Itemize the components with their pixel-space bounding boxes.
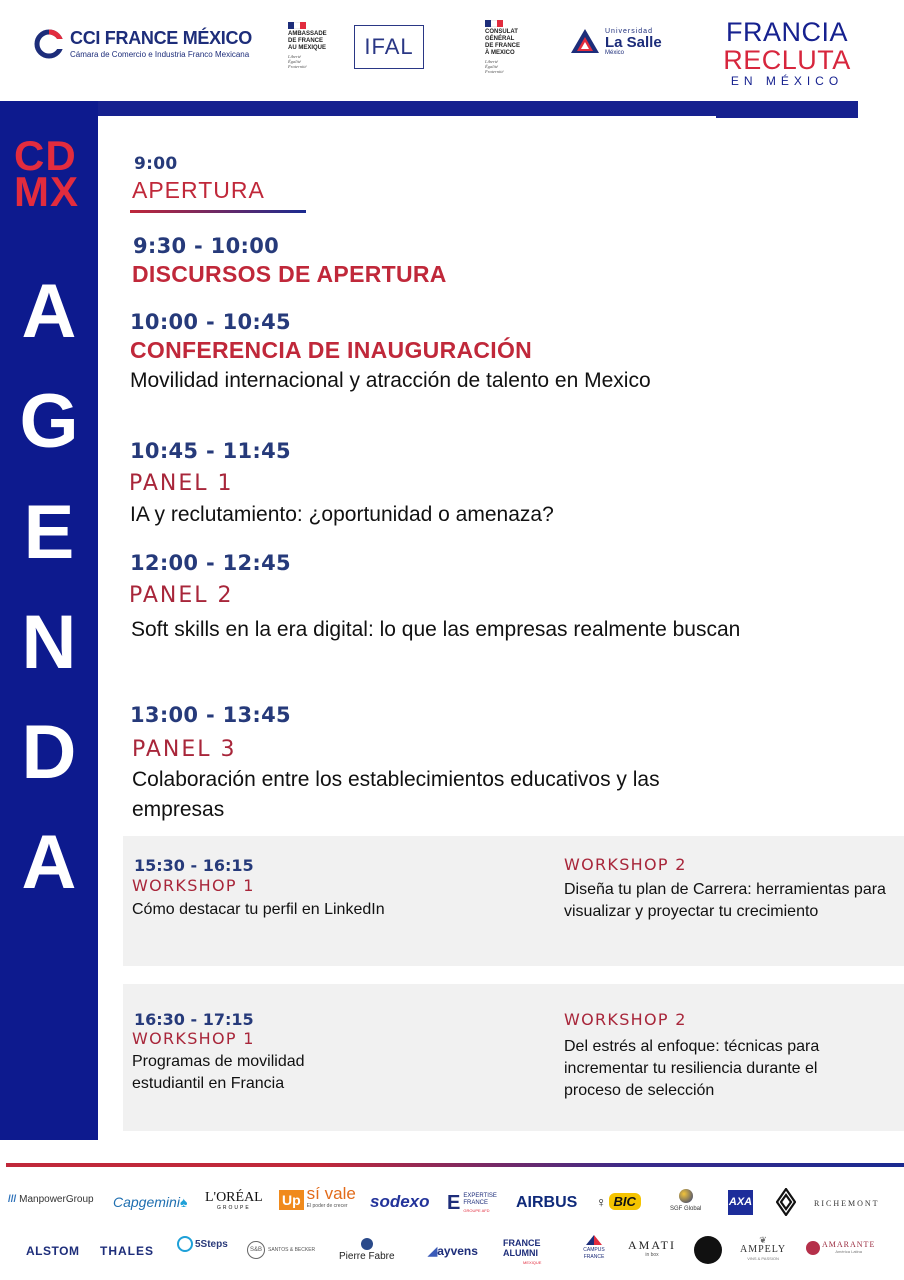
sponsor-amarante-name: AMARANTE xyxy=(822,1240,876,1249)
workshop-block2-left-description: Programas de movilidad estudiantil en Francia xyxy=(132,1053,305,1092)
footer-divider xyxy=(6,1163,904,1167)
sponsor-amati-name: AMATI xyxy=(628,1238,676,1252)
francia-recluta-line1: FRANCIA xyxy=(725,17,848,47)
panel2-title: PANEL 2 xyxy=(129,583,234,608)
sponsor-expertise-france-name: EXPERTISE FRANCE xyxy=(463,1193,497,1206)
sponsor-5steps-name: 5Steps xyxy=(195,1238,228,1250)
sponsor-ayvens xyxy=(428,1244,478,1258)
city-label xyxy=(14,132,79,215)
agenda-letter-a1: A xyxy=(21,269,77,354)
panel3-time: 13:00 - 13:45 xyxy=(130,703,291,727)
sponsor-campus-france-name: CAMPUS FRANCE xyxy=(583,1247,605,1260)
sponsor-santos-becker-name: SANTOS & BECKER xyxy=(268,1247,316,1253)
sponsor-amarante xyxy=(806,1241,875,1255)
sponsor-pierre-fabre xyxy=(339,1238,395,1262)
la-salle-name: La Salle xyxy=(605,34,662,51)
workshop-block2-right-label: WORKSHOP 2 xyxy=(564,1010,687,1029)
conferencia-title: CONFERENCIA DE INAUGURACIÓN xyxy=(130,337,533,363)
sponsor-sgf-global xyxy=(670,1189,701,1214)
workshop-block2-left-label: WORKSHOP 1 xyxy=(132,1029,255,1048)
sponsor-loreal-group: GROUPE xyxy=(217,1205,251,1211)
conferencia-time: 10:00 - 10:45 xyxy=(130,310,291,334)
expertise-france-icon: E xyxy=(447,1192,461,1214)
workshop-block1-time: 15:30 - 16:15 xyxy=(134,856,254,875)
consulat-logo xyxy=(485,20,545,74)
amarante-flower-icon xyxy=(806,1241,820,1255)
french-flag-icon xyxy=(485,20,503,27)
la-salle-star-icon xyxy=(569,27,601,57)
sponsor-france-alumni-country: MEXIQUE xyxy=(523,1260,542,1265)
sponsor-up-badge: Up xyxy=(279,1190,304,1210)
francia-recluta-line3: EN MÉXICO xyxy=(730,74,844,88)
apertura-underline xyxy=(130,210,306,213)
sponsor-axa: AXA xyxy=(728,1190,753,1215)
sgf-globe-icon xyxy=(679,1189,693,1203)
agenda-letter-a2: A xyxy=(21,820,77,905)
panel2-description: Soft skills en la era digital: lo que las empresas realmente buscan xyxy=(131,618,741,641)
bic-boy-icon: ♀ xyxy=(596,1193,607,1210)
agenda-letter-g: G xyxy=(19,379,79,464)
sponsor-ayvens-name: ayvens xyxy=(437,1244,478,1258)
discursos-title: DISCURSOS DE APERTURA xyxy=(132,261,447,287)
sponsor-ampely-name: AMPELY xyxy=(740,1244,787,1255)
sponsor-renault xyxy=(776,1188,796,1221)
sponsor-expertise-france xyxy=(447,1192,515,1215)
panel1-title: PANEL 1 xyxy=(129,471,234,496)
la-salle-mexico: México xyxy=(605,50,625,56)
panel1-time: 10:45 - 11:45 xyxy=(130,439,291,463)
consulat-motto: Liberté Égalité Fraternité xyxy=(485,59,504,74)
conferencia-description: Movilidad internacional y atracción de talento en Mexico xyxy=(130,369,651,392)
la-salle-university: Universidad xyxy=(605,28,653,35)
french-flag-icon xyxy=(288,22,306,29)
panel3-description: Colaboración entre los establecimientos educativos y las empresas xyxy=(132,768,660,821)
agenda-letter-d: D xyxy=(21,710,77,795)
sponsor-thales: THALES xyxy=(100,1244,154,1258)
5steps-circle-icon xyxy=(177,1236,193,1252)
sponsor-france-alumni-name: FRANCE ALUMNI xyxy=(503,1238,541,1258)
sponsor-bic xyxy=(596,1193,641,1210)
workshop-block1-right-label: WORKSHOP 2 xyxy=(564,855,687,874)
ambassade-logo xyxy=(288,22,346,69)
sponsor-amati xyxy=(628,1240,676,1260)
sponsor-france-alumni xyxy=(503,1238,563,1268)
sponsor-up-si-vale xyxy=(279,1184,356,1212)
sponsor-expertise-france-group: GROUPE AFD xyxy=(463,1208,490,1213)
sponsor-ampely-tagline: VINS & PASSION xyxy=(747,1256,779,1261)
francia-recluta-line2: RECLUTA xyxy=(723,45,851,75)
city-line1: CD xyxy=(14,132,77,179)
cci-title: CCI FRANCE MÉXICO xyxy=(70,28,252,48)
ayvens-arrow-icon: ◢ xyxy=(428,1244,438,1258)
workshop-block2-time: 16:30 - 17:15 xyxy=(134,1010,254,1029)
ifal-logo: IFAL xyxy=(354,25,424,69)
workshop-block1-left-label: WORKSHOP 1 xyxy=(132,876,255,895)
cci-france-mexico-logo xyxy=(34,28,252,59)
panel2-time: 12:00 - 12:45 xyxy=(130,551,291,575)
sponsor-capgemini xyxy=(113,1194,187,1210)
ambassade-motto: Liberté Égalité Fraternité xyxy=(288,54,307,69)
city-line2: MX xyxy=(14,168,79,215)
sponsor-airbus: AIRBUS xyxy=(516,1194,578,1211)
discursos-time: 9:30 - 10:00 xyxy=(133,234,280,258)
sponsor-manpowergroup xyxy=(8,1194,94,1205)
ampely-grape-icon: ❦ xyxy=(759,1235,767,1245)
ambassade-text: AMBASSADE DE FRANCE AU MEXIQUE xyxy=(288,31,327,51)
panel1-description: IA y reclutamiento: ¿oportunidad o amenaza? xyxy=(130,503,554,526)
sponsor-5steps xyxy=(177,1236,228,1252)
sponsor-santos-becker xyxy=(247,1241,315,1259)
sponsor-sodexo: sodexo xyxy=(370,1192,430,1211)
workshop-block1-left-description: Cómo destacar tu perfil en LinkedIn xyxy=(132,901,385,918)
sponsor-campus-france xyxy=(580,1235,608,1261)
sponsor-pierre-fabre-name: Pierre Fabre xyxy=(339,1251,395,1262)
sponsor-sgf-name: SGF Global xyxy=(670,1206,702,1212)
sponsor-loreal xyxy=(205,1192,263,1214)
apertura-title: APERTURA xyxy=(132,177,265,203)
sponsor-bic-name: BIC xyxy=(609,1193,641,1210)
sponsor-capgemini-name: Capgemini xyxy=(113,1194,180,1210)
sponsor-richemont: RICHEMONT xyxy=(814,1199,880,1208)
francia-recluta-logo xyxy=(712,18,862,89)
workshop-block1-right-description: Diseña tu plan de Carrera: herramientas para visualizar y proyectar tu crecimiento xyxy=(564,881,886,920)
cci-swirl-icon xyxy=(34,29,64,59)
capgemini-spade-icon: ♠ xyxy=(179,1194,188,1210)
header-divider-bar xyxy=(98,101,858,116)
manpower-icon: /// xyxy=(8,1194,17,1205)
sponsor-amarante-tagline: América Latina xyxy=(835,1249,863,1254)
cci-subtitle: Cámara de Comercio e Industria Franco Mexicana xyxy=(70,50,250,59)
santos-becker-circle-icon: S&B xyxy=(247,1241,265,1259)
agenda-letter-n: N xyxy=(21,600,77,685)
agenda-letter-e: E xyxy=(23,490,75,575)
sponsor-amati-tagline: in box xyxy=(645,1252,659,1258)
renault-diamond-icon xyxy=(776,1188,796,1216)
sponsor-alstom: ALSTOM xyxy=(26,1244,80,1258)
la-salle-logo xyxy=(569,27,662,57)
sponsor-black-circle-logo xyxy=(694,1236,722,1264)
sponsor-loreal-name: L'ORÉAL xyxy=(205,1190,263,1205)
campus-france-icon xyxy=(586,1235,602,1245)
sponsor-si-vale-tagline: El poder de crecer xyxy=(306,1203,348,1209)
apertura-time: 9:00 xyxy=(134,154,178,174)
consulat-text: CONSULAT GÉNÉRAL DE FRANCE À MEXICO xyxy=(485,29,521,56)
sponsor-manpowergroup-name: ManpowerGroup xyxy=(19,1194,94,1205)
workshop-block2-right-description: Del estrés al enfoque: técnicas para incrementar tu resiliencia durante el proceso de selección xyxy=(564,1038,820,1099)
sponsor-ampely xyxy=(740,1236,786,1263)
sponsor-si-vale-name: sí vale xyxy=(306,1184,356,1203)
panel3-title: PANEL 3 xyxy=(132,737,237,762)
pierre-fabre-icon xyxy=(361,1238,373,1250)
